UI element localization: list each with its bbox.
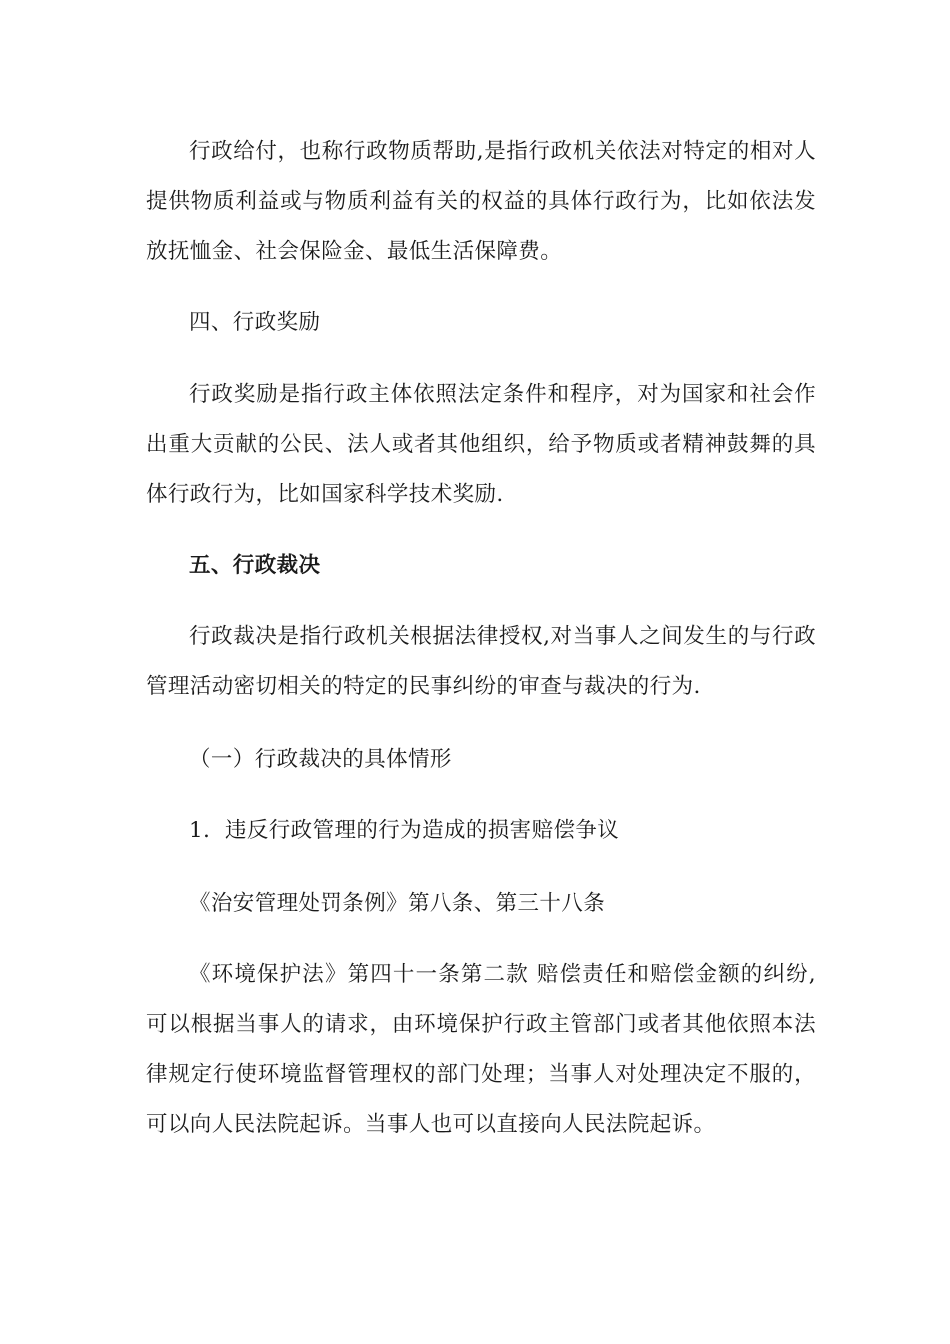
paragraph-administrative-reward: 行政奖励是指行政主体依照法定条件和程序，对为国家和社会作出重大贡献的公民、法人或者其他组织，给予物质或者精神鼓舞的具体行政行为，比如国家科学技术奖励.	[146, 382, 816, 507]
paragraph-administrative-adjudication: 行政裁决是指行政机关根据法律授权,对当事人之间发生的与行政管理活动密切相关的特定的民事纠纷的审查与裁决的行为.	[146, 624, 816, 699]
citation-public-security-regulation: 《治安管理处罚条例》第八条、第三十八条	[189, 891, 606, 916]
paragraph-environmental-protection-law: 《环境保护法》第四十一条第二款 赔偿责任和赔偿金额的纠纷,可以根据当事人的请求，由环境保护行政主管部门或者其他依照本法律规定行使环境监督管理权的部门处理；当事人对处理决定不服的，可以向人民法院起诉。当事人也可以直接向人民法院起诉。	[146, 962, 816, 1137]
heading-administrative-adjudication: 五、行政裁决	[189, 553, 321, 578]
subheading-adjudication-situations: （一）行政裁决的具体情形	[189, 747, 452, 772]
list-item-damage-compensation: 1．违反行政管理的行为造成的损害赔偿争议	[189, 818, 620, 843]
paragraph-administrative-payment: 行政给付，也称行政物质帮助,是指行政机关依法对特定的相对人提供物质利益或与物质利益有关的权益的具体行政行为，比如依法发放抚恤金、社会保险金、最低生活保障费。	[146, 139, 816, 264]
heading-administrative-reward: 四、行政奖励	[189, 310, 321, 335]
